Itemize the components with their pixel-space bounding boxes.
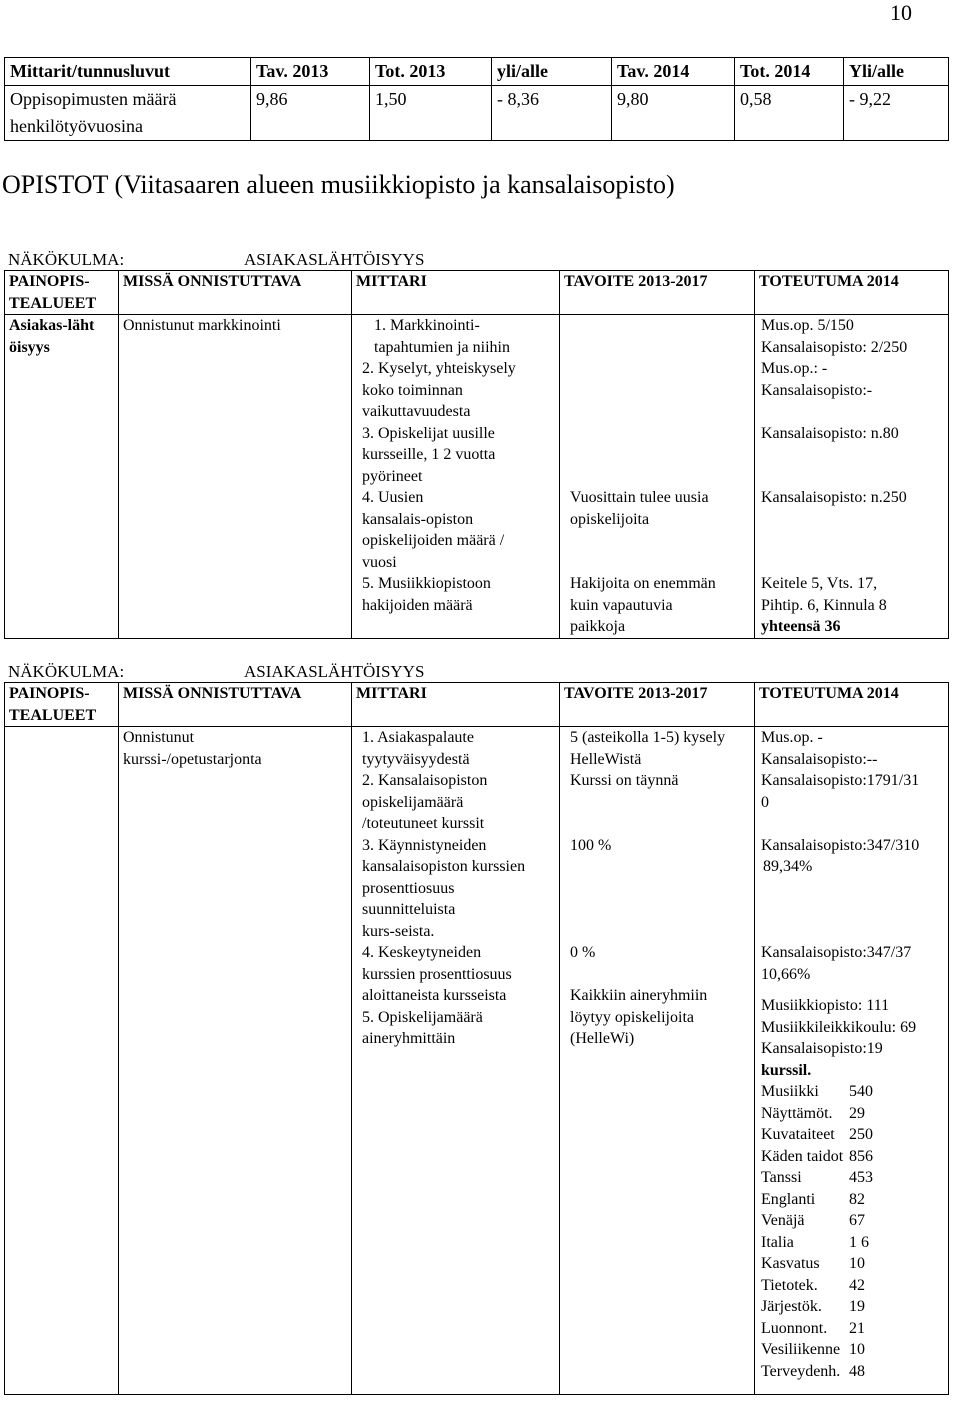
header-cell: TAVOITE 2013-2017: [560, 683, 755, 727]
result-line: 89,34%: [763, 858, 813, 875]
metric-line: prosenttiosuus: [362, 879, 455, 897]
value-cell: 0,58: [735, 86, 844, 141]
metric-line: suunnitteluista: [362, 901, 456, 918]
success-line: kurssi-/opetustarjonta: [123, 750, 262, 768]
subject-row: [761, 1081, 944, 1103]
subject-name: Kuvataiteet: [761, 1126, 835, 1143]
metric-line: kursseille, 1 2 vuotta: [362, 446, 496, 463]
target-line: 0 %: [570, 944, 596, 961]
metric-line: 5. Opiskelijamäärä: [362, 1008, 483, 1026]
result-line: Musiikkileikkikoulu: 69: [761, 1018, 917, 1036]
header-line: TEALUEET: [9, 294, 97, 312]
header-cell: MISSÄ ONNISTUTTAVA: [119, 271, 352, 315]
metric-line: 3. Käynnistyneiden: [362, 836, 487, 854]
result-line: Kansalaisopisto:347/310: [761, 836, 920, 854]
subject-row: [761, 1189, 944, 1211]
value-cell: 9,86: [251, 86, 370, 141]
header-cell: TAVOITE 2013-2017: [560, 271, 755, 315]
metric-line: vuosi: [362, 553, 397, 571]
metric-line: vaikuttavuudesta: [362, 403, 471, 420]
target-line: Vuosittain tulee uusia: [570, 489, 709, 506]
header-cell: Tav. 2014: [612, 58, 735, 86]
metrics-header-row: [5, 58, 949, 86]
result-line: Mus.op. -: [761, 729, 823, 746]
row-label-line: Oppisopimusten määrä: [10, 89, 177, 109]
subject-count: 1 6: [849, 1233, 869, 1251]
goals-header-row: [5, 683, 949, 727]
page-number: 10: [890, 0, 912, 25]
result-line: Keitele 5, Vts. 17,: [761, 575, 878, 592]
header-cell: yli/alle: [492, 58, 612, 86]
metric-line: pyörineet: [362, 467, 423, 485]
metric-line: 1. Asiakaspalaute: [362, 729, 474, 746]
subject-count: 29: [849, 1104, 865, 1122]
subject-row: [761, 1275, 944, 1297]
header-cell: [5, 683, 119, 727]
result-cell: [755, 315, 949, 639]
subject-name: Italia: [761, 1233, 794, 1251]
target-line: HelleWistä: [570, 750, 642, 768]
header-line: TEALUEET: [9, 706, 97, 724]
viewpoint-key: NÄKÖKULMA:: [8, 662, 125, 681]
header-cell: MITTARI: [352, 683, 560, 727]
target-line: Kaikkiin aineryhmiin: [570, 987, 708, 1004]
subject-name: Näyttämöt.: [761, 1104, 833, 1122]
goals-row: [5, 315, 949, 639]
result-line: Kansalaisopisto:-: [761, 381, 873, 399]
subject-count: 42: [849, 1276, 865, 1294]
target-cell: [560, 727, 755, 1395]
target-line: 100 %: [570, 836, 612, 854]
metric-line: kurssien prosenttiosuus: [362, 965, 512, 983]
header-cell: Tot. 2014: [735, 58, 844, 86]
section-heading: OPISTOT (Viitasaaren alueen musiikkiopisto ja kansalaisopisto): [2, 170, 675, 199]
metric-line: koko toiminnan: [362, 381, 463, 399]
metric-cell: [352, 727, 560, 1395]
metric-line: 2. Kansalaisopiston: [362, 772, 488, 789]
header-cell: TOTEUTUMA 2014: [755, 683, 949, 727]
subject-count: 48: [849, 1362, 865, 1380]
subject-name: Luonnont.: [761, 1319, 828, 1337]
subject-name: Vesiliikenne: [761, 1341, 841, 1358]
metric-line: opiskelijoiden määrä /: [362, 532, 505, 549]
metric-cell: [352, 315, 560, 639]
header-line: PAINOPIS-: [9, 685, 90, 702]
subject-row: [761, 1339, 944, 1361]
viewpoint-key: NÄKÖKULMA:: [8, 250, 125, 269]
metrics-table: [4, 57, 949, 141]
subject-count: 10: [849, 1255, 865, 1272]
result-line: Mus.op. 5/150: [761, 317, 854, 334]
subject-count: 21: [849, 1319, 865, 1337]
subject-count: 540: [849, 1083, 873, 1100]
subject-name: Tanssi: [761, 1169, 802, 1186]
header-line: PAINOPIS-: [9, 273, 90, 290]
subject-name: Englanti: [761, 1190, 816, 1208]
focus-area-cell: [5, 315, 119, 639]
subject-row: [761, 1103, 944, 1125]
subject-count: 67: [849, 1212, 865, 1229]
metric-line: aloittaneista kursseista: [362, 987, 507, 1004]
goals-table-1: [4, 270, 949, 639]
metric-line: kansalais-opiston: [362, 510, 474, 528]
header-cell: Tav. 2013: [251, 58, 370, 86]
header-cell: [5, 271, 119, 315]
target-line: 5 (asteikolla 1-5) kysely: [570, 729, 726, 746]
result-line: 10,66%: [761, 965, 811, 983]
row-label-line: henkilötyövuosina: [10, 116, 143, 136]
metric-line: opiskelijamäärä: [362, 793, 464, 811]
header-cell: Mittarit/tunnusluvut: [5, 58, 251, 86]
target-line: kuin vapautuvia: [570, 596, 673, 614]
metric-line: 2. Kyselyt, yhteiskysely: [362, 360, 516, 377]
header-cell: MITTARI: [352, 271, 560, 315]
row-label: [5, 86, 251, 141]
result-line: Kansalaisopisto: 2/250: [761, 338, 908, 356]
result-line: Kansalaisopisto: n.80: [761, 424, 899, 442]
subject-count: 453: [849, 1169, 873, 1186]
value-cell: - 8,36: [492, 86, 612, 141]
subject-count: 82: [849, 1190, 865, 1208]
subject-count: 856: [849, 1147, 873, 1165]
result-line: Pihtip. 6, Kinnula 8: [761, 596, 887, 614]
subject-name: Venäjä: [761, 1212, 805, 1229]
value-cell: 9,80: [612, 86, 735, 141]
metric-line: aineryhmittäin: [362, 1030, 456, 1047]
result-cell: [755, 727, 949, 1395]
metric-line: tapahtumien ja niihin: [374, 338, 510, 356]
header-cell: Yli/alle: [844, 58, 949, 86]
subject-row: [761, 1318, 944, 1340]
subject-name: Terveydenh.: [761, 1362, 841, 1380]
target-line: opiskelijoita: [570, 510, 650, 528]
metric-line: kurs-seista.: [362, 922, 435, 940]
metric-line: 1. Markkinointi-: [374, 317, 480, 334]
subject-row: [761, 1361, 944, 1383]
goals-table-2: [4, 682, 949, 1395]
result-line: Kansalaisopisto:19: [761, 1040, 883, 1057]
value-cell: 1,50: [370, 86, 492, 141]
result-line: Mus.op.: -: [761, 360, 828, 377]
value-cell: - 9,22: [844, 86, 949, 141]
success-cell: [119, 727, 352, 1395]
result-total: yhteensä 36: [761, 618, 841, 635]
success-line: Onnistunut markkinointi: [123, 317, 281, 334]
metric-line: 4. Keskeytyneiden: [362, 944, 482, 961]
target-line: Hakijoita on enemmän: [570, 575, 716, 592]
subject-count: 19: [849, 1298, 865, 1315]
header-cell: Tot. 2013: [370, 58, 492, 86]
result-line: Musiikkiopisto: 111: [761, 997, 890, 1014]
success-line: Onnistunut: [123, 729, 195, 746]
viewpoint-value: ASIAKASLÄHTÖISYYS: [244, 250, 425, 269]
subject-row: [761, 1210, 944, 1232]
focus-line: öisyys: [9, 338, 50, 356]
result-line: Kansalaisopisto:1791/31: [761, 772, 920, 789]
subject-row: [761, 1253, 944, 1275]
metric-line: 4. Uusien: [362, 489, 424, 506]
subject-name: Musiikki: [761, 1083, 819, 1100]
subject-row: [761, 1124, 944, 1146]
metric-line: hakijoiden määrä: [362, 596, 473, 614]
metrics-data-row: [5, 86, 949, 141]
metric-line: 3. Opiskelijat uusille: [362, 424, 495, 442]
goals-header-row: [5, 271, 949, 315]
viewpoint-label: [8, 249, 124, 270]
result-line: 0: [761, 793, 769, 811]
metric-line: kansalaisopiston kurssien: [362, 858, 526, 875]
focus-area-cell: [5, 727, 119, 1395]
result-line: Kansalaisopisto:--: [761, 750, 878, 768]
result-line: Kansalaisopisto: n.250: [761, 489, 907, 506]
header-cell: TOTEUTUMA 2014: [755, 271, 949, 315]
result-line: Kansalaisopisto:347/37: [761, 944, 912, 961]
subject-row: [761, 1296, 944, 1318]
goals-row: [5, 727, 949, 1395]
subject-row: [761, 1167, 944, 1189]
subject-row: [761, 1146, 944, 1168]
target-line: paikkoja: [570, 618, 626, 635]
focus-line: Asiakas-läht: [9, 317, 95, 334]
subject-list: [761, 1081, 944, 1382]
result-line: kurssil.: [761, 1061, 812, 1079]
subject-name: Tietotek.: [761, 1276, 818, 1294]
target-cell: [560, 315, 755, 639]
subject-row: [761, 1232, 944, 1254]
header-cell: MISSÄ ONNISTUTTAVA: [119, 683, 352, 727]
viewpoint-label: [8, 661, 124, 682]
metric-line: tyytyväisyydestä: [362, 750, 470, 768]
metric-line: /toteutuneet kurssit: [362, 815, 485, 832]
subject-name: Järjestök.: [761, 1298, 822, 1315]
target-line: Kurssi on täynnä: [570, 772, 679, 789]
success-cell: [119, 315, 352, 639]
subject-count: 250: [849, 1126, 873, 1143]
target-line: löytyy opiskelijoita: [570, 1008, 694, 1026]
target-line: (HelleWi): [570, 1030, 635, 1047]
subject-name: Kasvatus: [761, 1255, 820, 1272]
metric-line: 5. Musiikkiopistoon: [362, 575, 491, 592]
subject-name: Käden taidot: [761, 1147, 844, 1165]
subject-count: 10: [849, 1341, 865, 1358]
viewpoint-value: ASIAKASLÄHTÖISYYS: [244, 662, 425, 681]
